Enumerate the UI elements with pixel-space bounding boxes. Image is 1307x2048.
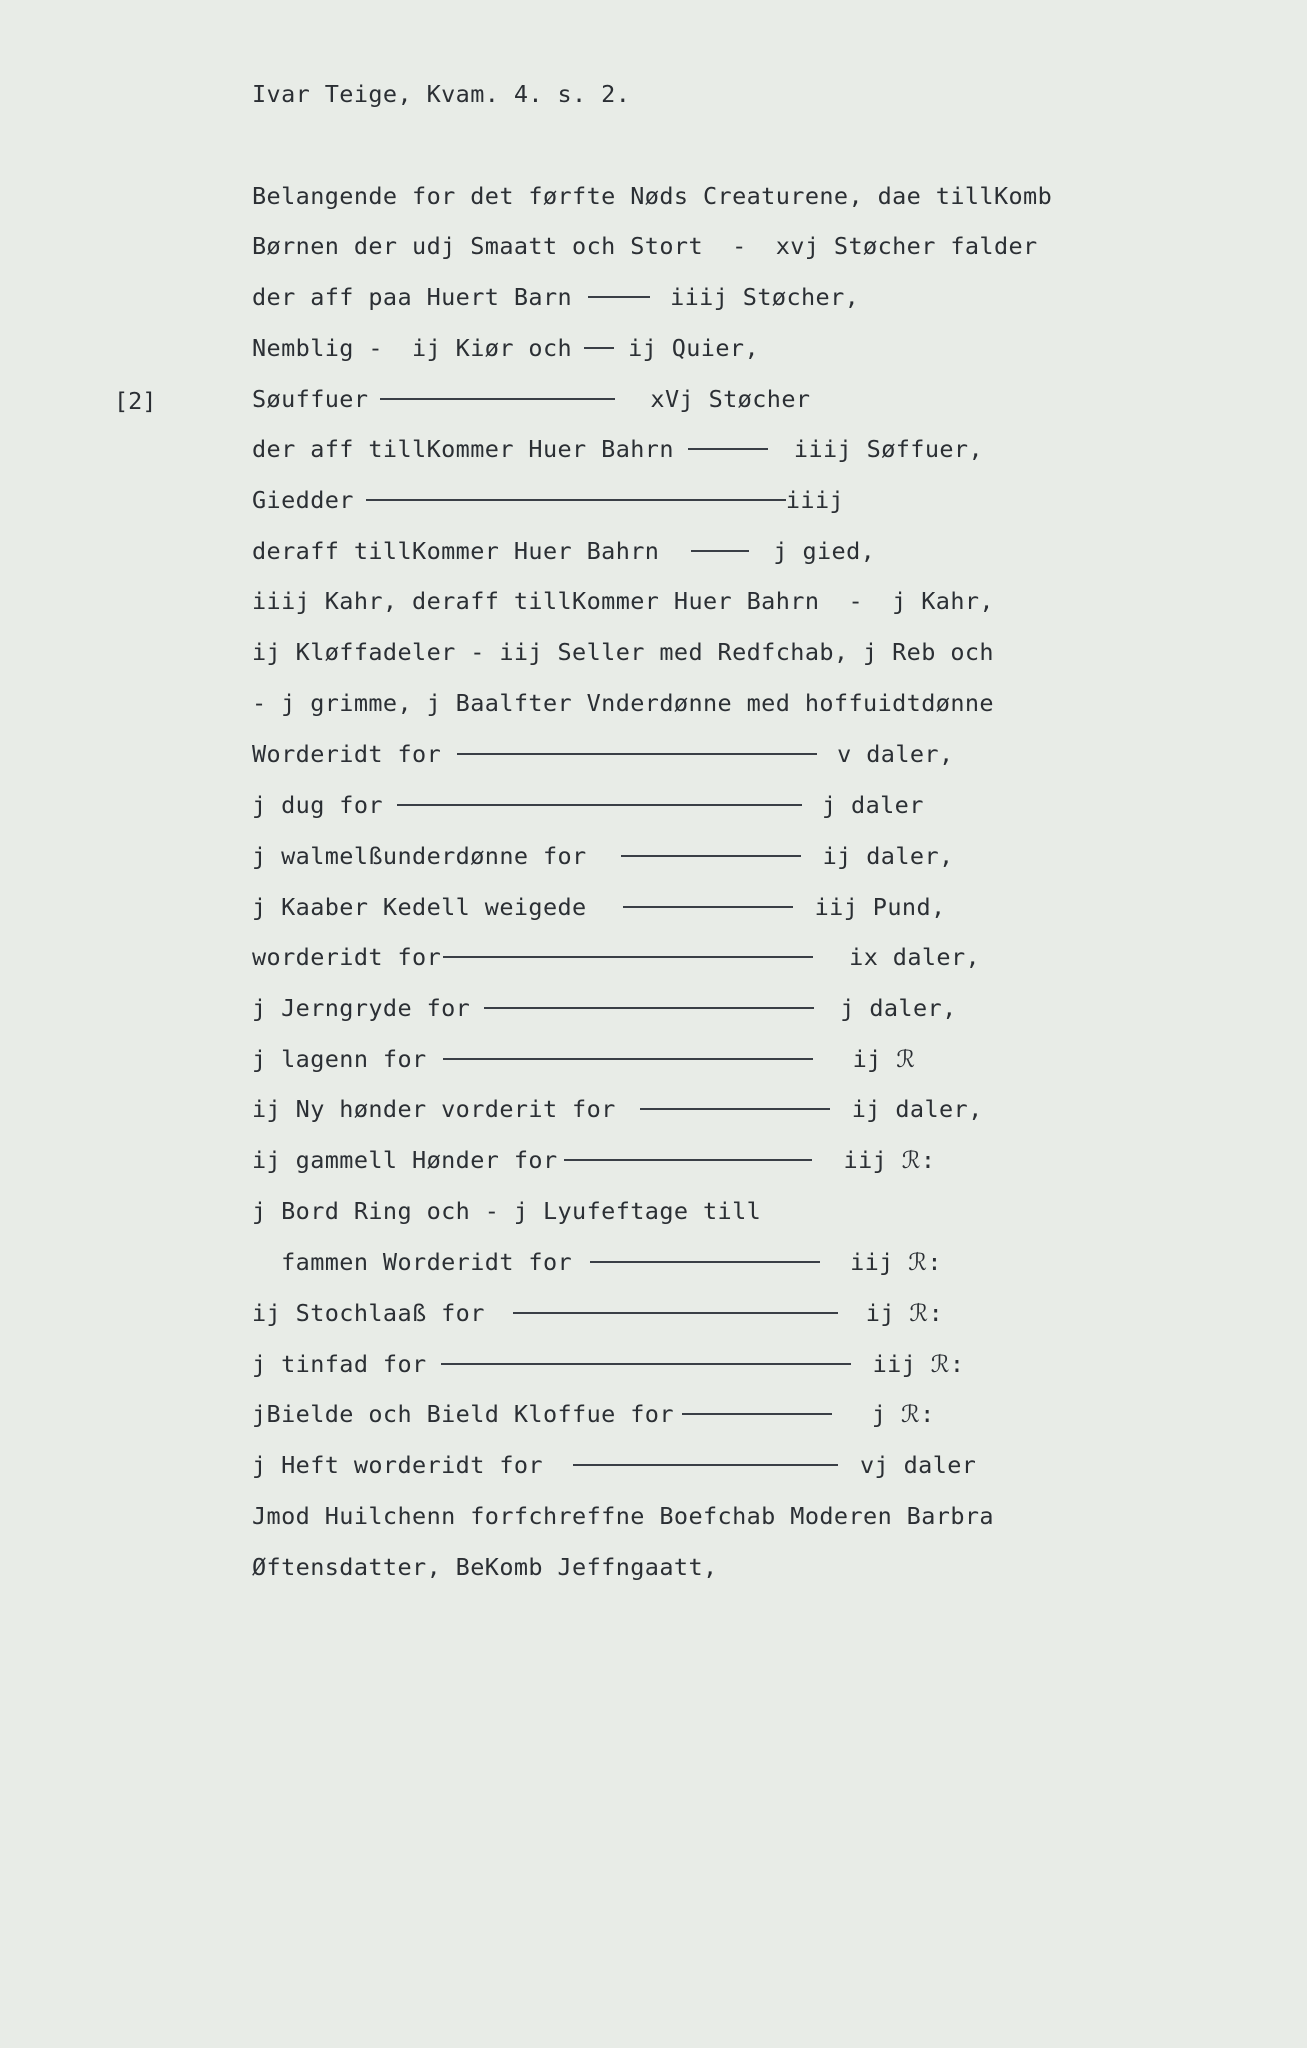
text-line [252,483,844,517]
text-line [252,331,759,365]
text-line [252,1092,983,1126]
text-line [252,839,954,873]
text-line [252,1397,935,1431]
line-text: Børnen der udj Smaatt och Stort - xvj Støcher falder [252,232,1038,260]
leader-dash [590,1261,820,1263]
line-text: j dug for [252,791,383,819]
line-amount: iij ℛ: [872,1350,965,1378]
line-text: der aff paa Huert Barn [252,283,573,311]
text-line [252,635,994,669]
margin-note: [2] [114,387,157,415]
text-line [252,1347,964,1381]
line-amount: ij ℛ: [865,1299,944,1327]
line-amount: iiij [785,486,845,514]
leader-dash [573,1464,838,1466]
line-amount: iij Pund, [814,893,946,921]
line-text: j Heft worderidt for [252,1451,543,1479]
leader-dash [682,1413,832,1415]
text-line [252,1296,943,1330]
text-line [252,1194,761,1228]
text-line [252,991,957,1025]
text-line [252,229,1038,263]
line-text: Nemblig - ij Kiør och [252,334,573,362]
header-text: Ivar Teige, Kvam. 4. s. 2. [252,80,631,108]
leader-dash [564,1159,812,1161]
leader-dash [588,296,650,298]
line-text: ij Kløffadeler - iij Seller med Redfchab, j Reb och [252,638,994,666]
line-text: jBielde och Bield Kloffue for [252,1400,674,1428]
line-amount: j daler, [840,994,957,1022]
leader-dash [688,448,768,450]
leader-dash [397,804,802,806]
line-text: ij gammell Hønder for [252,1146,558,1174]
leader-dash [584,347,614,349]
text-line [252,1448,976,1482]
text-line [252,432,983,466]
line-text: - j grimme, j Baalfter Vnderdønne med hoffuidtdønne [252,689,994,717]
document-header [252,77,630,111]
text-line [252,584,994,618]
text-line [252,788,924,822]
text-line [252,280,859,314]
line-text: der aff tillKommer Huer Bahrn [252,435,674,463]
text-line [252,1143,935,1177]
leader-dash [443,956,813,958]
text-line [252,382,810,416]
text-line [252,179,1052,213]
text-line [252,1550,718,1584]
line-amount: j ℛ: [871,1400,935,1428]
text-line [252,737,954,771]
line-amount: iij ℛ: [850,1248,942,1276]
leader-dash [457,753,817,755]
leader-dash [691,550,749,552]
line-text: Jmod Huilchenn forfchreffne Boefchab Moderen Barbra [252,1502,994,1530]
line-text: j walmelßunderdønne for [252,842,587,870]
line-text: iiij Kahr, deraff tillKommer Huer Bahrn - j Kahr, [252,587,994,615]
line-text: Søuffuer [252,385,369,413]
leader-dash [623,906,793,908]
leader-dash [484,1007,814,1009]
line-text: j lagenn for [252,1045,427,1073]
line-text: ij Stochlaaß for [252,1299,485,1327]
text-line [252,1245,942,1279]
line-amount: v daler, [837,740,954,768]
line-text: j Bord Ring och - j Lyufeftage till [252,1197,762,1225]
line-text: j Kaaber Kedell weigede [252,893,587,921]
line-amount: ij ℛ [852,1045,916,1073]
line-text: j tinfad for [252,1350,427,1378]
leader-dash [441,1363,851,1365]
text-line [252,1042,915,1076]
line-amount: ij Quier, [628,334,759,362]
leader-dash [380,398,615,400]
line-text: Worderidt for [252,740,442,768]
line-amount: j daler [821,791,924,819]
line-amount: iiij Støcher, [670,283,860,311]
leader-dash [621,855,801,857]
line-amount: j gied, [773,537,876,565]
leader-dash [513,1312,838,1314]
line-text: deraff tillKommer Huer Bahrn [252,537,660,565]
line-text: ij Ny hønder vorderit for [252,1095,616,1123]
leader-dash [366,499,786,501]
line-text: worderidt for [252,943,442,971]
line-text: Øftensdatter, BeKomb Jeffngaatt, [252,1553,718,1581]
line-amount: iiij Søffuer, [793,435,984,463]
line-amount: xVj Støcher [650,385,811,413]
line-amount: ix daler, [849,943,981,971]
text-line [252,1499,994,1533]
text-line [252,940,980,974]
line-amount: ij daler, [851,1095,983,1123]
line-text: fammen Worderidt for [252,1248,573,1276]
text-line [252,890,946,924]
line-text: Giedder [252,486,354,514]
line-text: j Jerngryde for [252,994,471,1022]
line-amount: iij ℛ: [843,1146,936,1174]
leader-dash [443,1058,813,1060]
line-amount: vj daler [859,1451,977,1479]
text-line [252,686,994,720]
leader-dash [640,1108,830,1110]
line-text: Belangende for det førfte Nøds Creaturene, dae tillKomb [252,182,1053,210]
text-line [252,534,875,568]
line-amount: ij daler, [822,842,954,870]
